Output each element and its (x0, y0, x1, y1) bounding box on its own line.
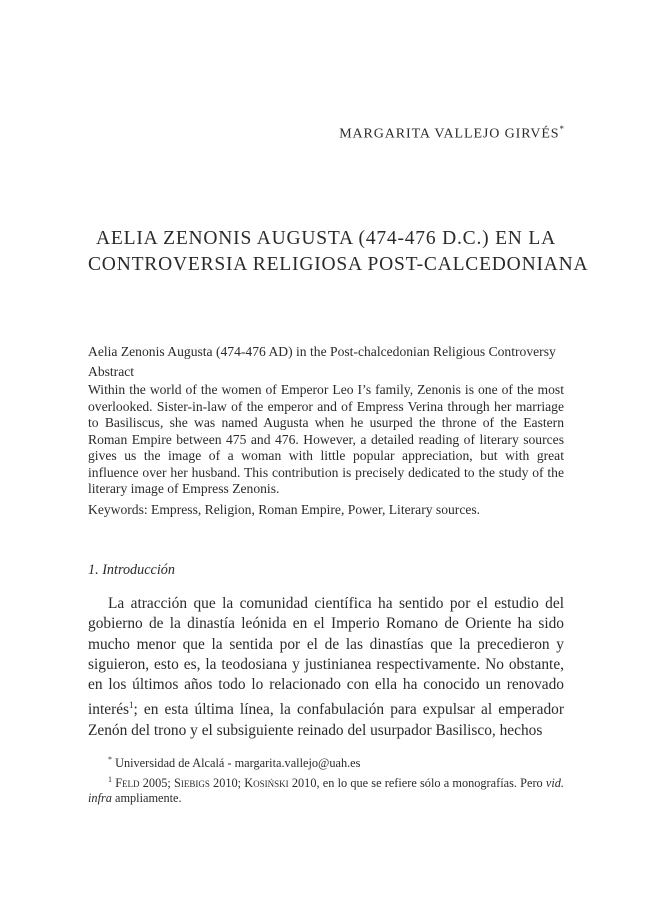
footnote-affiliation-text: Universidad de Alcalá - margarita.vallejo@uah.es (115, 756, 361, 771)
abstract-heading: Abstract (88, 363, 135, 379)
footnote-1-text-g: vid. infra (88, 775, 564, 806)
footnote-ref-1: 1 (129, 700, 134, 711)
footnote-1-text-b: 2005; (139, 775, 174, 790)
author-footnote-mark: * (559, 124, 564, 134)
document-page (88, 0, 589, 918)
title-line-1: AELIA ZENONIS AUGUSTA (474-476 D.C.) EN LA (96, 228, 556, 249)
footnote-1-text-d: 2010; (209, 775, 245, 790)
article-title (88, 226, 589, 278)
body-text-part-2: ; en esta última línea, la confabulación para expulsar al emperador Zenón del trono y el subsiguiente reinado del usurpador Basilisco, hechos (88, 701, 564, 739)
author-name (339, 124, 564, 143)
footnote-1-text-h: ampliamente. (111, 791, 182, 806)
footnote-1 (88, 772, 564, 807)
body-paragraph (88, 594, 564, 741)
title-line-2: CONTROVERSIA RELIGIOSA POST-CALCEDONIANA (88, 254, 589, 275)
footnotes (88, 752, 564, 807)
abstract-section (88, 344, 564, 518)
footnote-1-text-f: 2010, en lo que se refiere sólo a monografías. Pero (288, 775, 546, 790)
footnote-affiliation (88, 752, 564, 772)
footnote-star-mark: * (108, 755, 112, 764)
english-title: Aelia Zenonis Augusta (474-476 AD) in the Post-chalcedonian Religious Controversy (88, 344, 556, 359)
body-text-part-1: La atracción que la comunidad científica ha sentido por el estudio del gobierno de la dinastía leónida en el Imperio Romano de Oriente ha sido mucho menor que la sentida por el de las dinastías que la precedieron y siguieron, esto es, la teodosiana y justinianea respectivamente. No obstante, en los últimos años todo lo relacionado con ella ha conocido un renovado interés (88, 595, 564, 719)
abstract-text: Within the world of the women of Emperor Leo I’s family, Zenonis is one of the most overlooked. Sister-in-law of the emperor and of Empress Verina through her marriage to Basiliscus, she was named Augusta when he usurped the throne of the Eastern Roman Empire between 475 and 476. However, a detailed reading of literary sources gives us the image of a woman with little popular appreciation, but with great influence over her husband. This contribution is precisely dedicated to the study of the literary image of Empress Zenonis. (88, 382, 564, 496)
author-text: MARGARITA VALLEJO GIRVÉS (339, 126, 560, 142)
keywords: Keywords: Empress, Religion, Roman Empire, Power, Literary sources. (88, 501, 481, 517)
footnote-1-author-a: Feld (115, 775, 140, 790)
footnote-1-author-e: Kosiński (244, 775, 289, 790)
footnote-1-author-c: Siebigs (174, 775, 210, 790)
footnote-1-mark: 1 (108, 774, 112, 784)
section-heading: 1. Introducción (88, 562, 175, 578)
